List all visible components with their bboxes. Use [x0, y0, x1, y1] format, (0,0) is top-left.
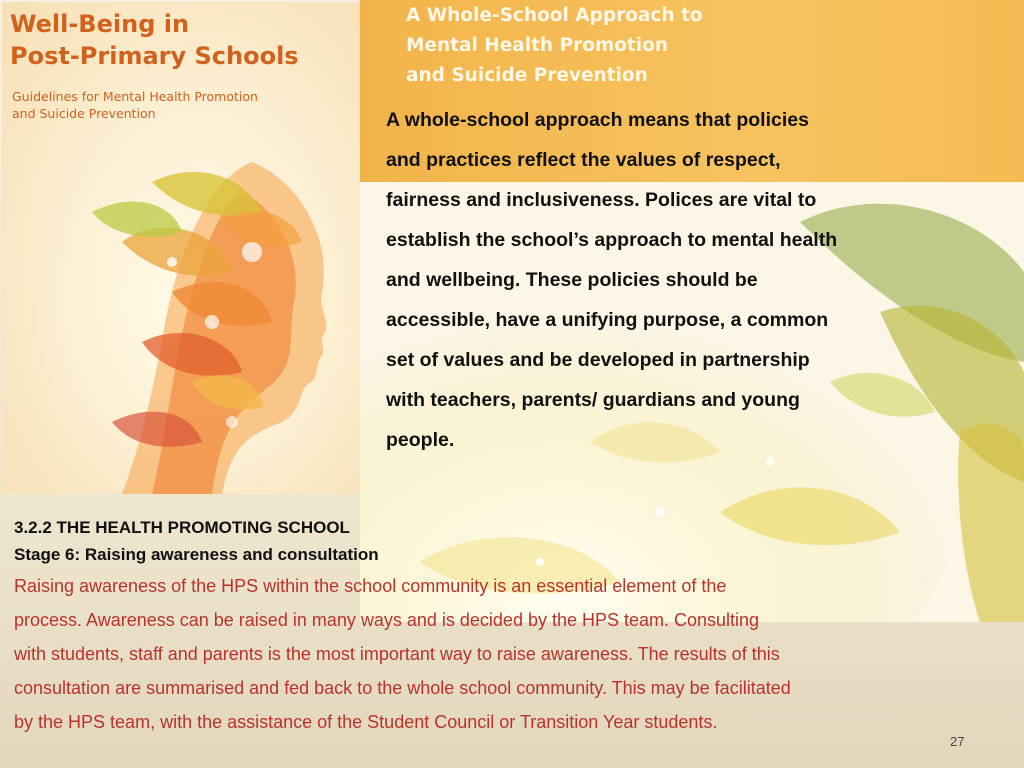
section-body-text — [14, 569, 1014, 739]
banner-title-line: and Suicide Prevention — [406, 65, 648, 86]
quote-line: accessible, have a unifying purpose, a common — [386, 309, 829, 331]
quote-line: people. — [386, 429, 455, 451]
banner-title-line: A Whole-School Approach to — [406, 5, 703, 26]
cover-title-line: Post-Primary Schools — [10, 42, 299, 70]
quote-line: and practices reflect the values of respect, — [386, 149, 781, 171]
cover-subtitle-line: and Suicide Prevention — [12, 106, 156, 121]
floral-face-illustration — [2, 122, 360, 494]
body-line: with students, staff and parents is the most important way to raise awareness. The results of this — [14, 644, 780, 664]
quote-line: A whole-school approach means that policies — [386, 109, 809, 131]
page-number: 27 — [950, 734, 965, 749]
quote-line: and wellbeing. These policies should be — [386, 269, 758, 291]
whole-school-approach-quote — [386, 100, 996, 460]
cover-subtitle — [12, 88, 258, 122]
cover-title-line: Well-Being in — [10, 10, 190, 38]
book-cover — [2, 2, 360, 494]
banner-title — [406, 1, 703, 91]
body-line: Raising awareness of the HPS within the school community is an essential element of the — [14, 576, 727, 596]
section-heading: 3.2.2 THE HEALTH PROMOTING SCHOOL — [14, 518, 350, 537]
body-line: consultation are summarised and fed back to the whole school community. This may be facilitated — [14, 678, 791, 698]
banner-title-line: Mental Health Promotion — [406, 35, 668, 56]
quote-line: with teachers, parents/ guardians and young — [386, 389, 800, 411]
quote-line: fairness and inclusiveness. Polices are vital to — [386, 189, 817, 211]
quote-line: establish the school’s approach to mental health — [386, 229, 838, 251]
body-line: process. Awareness can be raised in many ways and is decided by the HPS team. Consulting — [14, 610, 760, 630]
section-subheading: Stage 6: Raising awareness and consultation — [14, 545, 379, 564]
quote-line: set of values and be developed in partnership — [386, 349, 810, 371]
cover-title — [10, 8, 299, 72]
cover-subtitle-line: Guidelines for Mental Health Promotion — [12, 89, 258, 104]
body-line: by the HPS team, with the assistance of the Student Council or Transition Year students. — [14, 712, 718, 732]
